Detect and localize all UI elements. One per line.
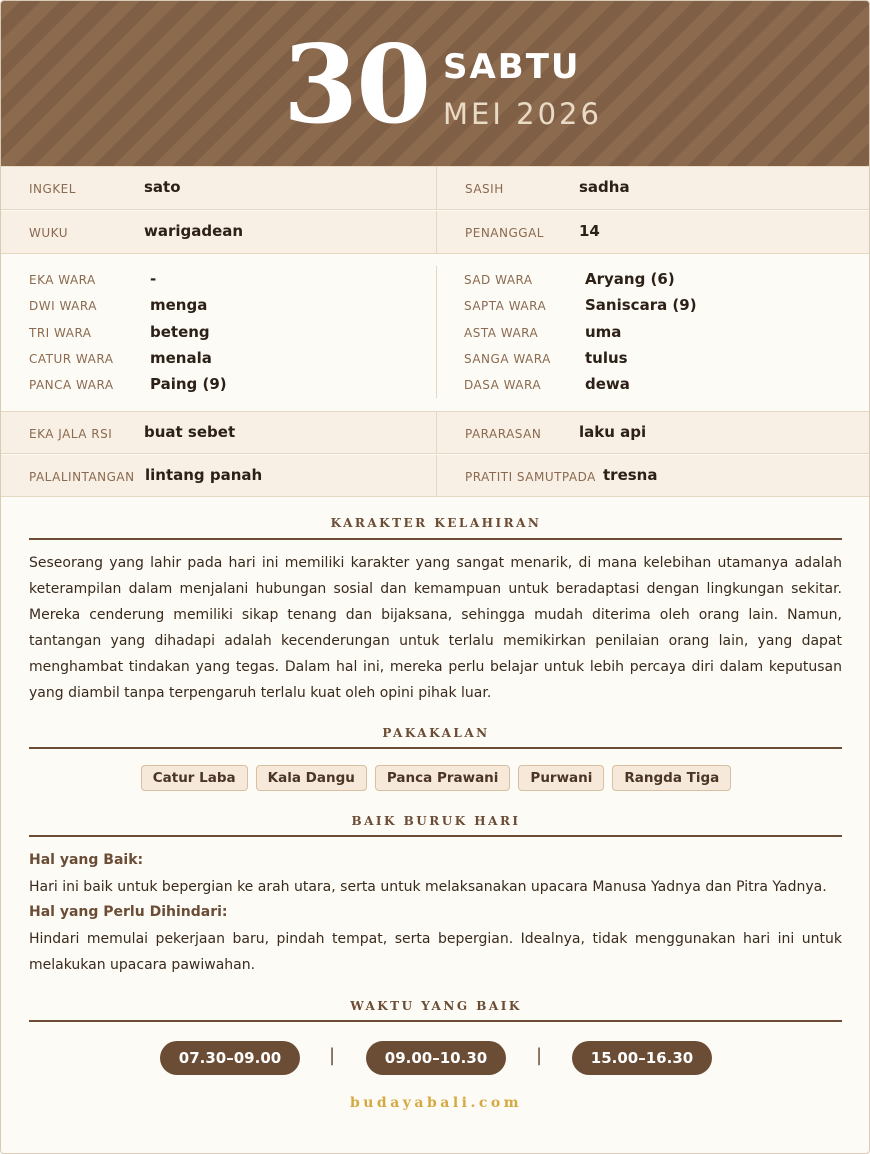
wara-row: [1, 294, 436, 320]
info-label: PENANGGAL: [465, 226, 544, 240]
info-cell-sasih: [436, 167, 870, 209]
info-value: warigadean: [144, 222, 244, 240]
wara-row: [436, 268, 870, 294]
info-cell-ingkel: [1, 167, 436, 209]
time-separator: |: [536, 1045, 543, 1066]
info-row-palalintangan-pratiti: [1, 455, 870, 497]
pakakalan-chip: Kala Dangu: [256, 765, 367, 791]
info-row-wuku-penanggal: [1, 211, 870, 254]
good-heading: Hal yang Baik:: [29, 852, 144, 868]
site-footer: budayabali.com: [349, 1095, 523, 1111]
avoid-text: Hindari memulai pekerjaan baru, pindah tempat, serta bepergian. Idealnya, tidak menggunakan hari ini untuk melakukan upacara pawiwahan.: [29, 931, 842, 973]
info-value: laku api: [579, 423, 647, 441]
info-label: PRATITI SAMUTPADA: [465, 470, 596, 484]
wara-value: dewa: [585, 375, 630, 394]
info-cell-eka-jala-rsi: [1, 412, 436, 453]
day-name: SABTU: [443, 47, 581, 87]
time-separator: |: [329, 1045, 336, 1066]
wara-row: [436, 373, 870, 399]
wara-value: menga: [150, 296, 208, 315]
info-value: sadha: [579, 178, 630, 196]
date-header: [1, 1, 870, 167]
wara-value: Aryang (6): [585, 270, 675, 288]
karakter-section-title: KARAKTER KELAHIRAN: [330, 516, 542, 530]
info-cell-pratiti-samutpada: [436, 455, 870, 496]
baik-buruk-divider: [29, 835, 842, 837]
info-value: lintang panah: [145, 466, 263, 484]
wara-label: SAPTA WARA: [464, 299, 547, 314]
karakter-text: Seseorang yang lahir pada hari ini memiliki karakter yang sangat menarik, di mana kelebihan utamanya adalah keterampilan dalam menjalani hubungan sosial dan kemampuan untuk beradaptasi dengan lingkungan sekitar. Mereka cenderung memiliki sikap tenang dan bijaksana, sehingga mudah diterima oleh orang lain. Namun, tantangan yang dihadapi adalah kecenderungan untuk terlalu memikirkan penilaian orang lain, yang dapat menghambat tindakan yang tegas. Dalam hal ini, mereka perlu belajar untuk lebih percaya diri dalam keputusan yang diambil tanpa terpengaruh terlalu kuat oleh opini pihak luar.: [29, 555, 842, 701]
wara-value: uma: [585, 322, 622, 341]
wara-value: Paing (9): [150, 375, 227, 394]
wara-column-left: [1, 268, 436, 399]
pakakalan-chip: Panca Prawani: [375, 765, 511, 791]
info-label: INGKEL: [29, 182, 76, 196]
wara-value: beteng: [150, 322, 210, 341]
good-text: Hari ini baik untuk bepergian ke arah utara, serta untuk melaksanakan upacara Manusa Yadnya dan Pitra Yadnya.: [29, 879, 827, 895]
wara-row: [436, 321, 870, 347]
wara-column-right: [436, 268, 870, 399]
pakakalan-list: [1, 765, 870, 791]
info-cell-wuku: [1, 211, 436, 253]
info-value: 14: [579, 222, 600, 240]
info-cell-pararasan: [436, 412, 870, 453]
wara-value: -: [150, 270, 157, 288]
baik-buruk-section-title: BAIK BURUK HARI: [351, 814, 521, 828]
info-label: EKA JALA RSI: [29, 427, 113, 441]
info-value: buat sebet: [144, 423, 236, 441]
wara-label: TRI WARA: [29, 325, 92, 340]
info-cell-palalintangan: [1, 455, 436, 496]
wara-label: SAD WARA: [464, 273, 533, 287]
day-number: 30: [283, 22, 430, 148]
good-times: [1, 1041, 870, 1075]
wara-row: [1, 373, 436, 399]
wara-label: ASTA WARA: [464, 325, 539, 340]
wara-row: [1, 347, 436, 373]
wara-label: SANGA WARA: [464, 351, 551, 366]
wara-label: DWI WARA: [29, 299, 97, 314]
wara-row: [1, 321, 436, 347]
info-cell-penanggal: [436, 211, 870, 253]
wara-value: menala: [150, 348, 212, 367]
pakakalan-divider: [29, 747, 842, 749]
info-label: WUKU: [29, 226, 68, 240]
wara-table: [1, 254, 870, 412]
karakter-divider: [29, 538, 842, 540]
wara-label: CATUR WARA: [29, 351, 114, 366]
info-label: SASIH: [465, 182, 504, 196]
info-row-ingkel-sasih: [1, 167, 870, 210]
time-pill: 15.00–16.30: [572, 1041, 712, 1075]
wara-label: PANCA WARA: [29, 378, 114, 393]
time-pill: 09.00–10.30: [366, 1041, 506, 1075]
month-year: MEI 2026: [443, 97, 602, 131]
info-value: sato: [144, 178, 181, 196]
pakakalan-section-title: PAKAKALAN: [382, 726, 490, 740]
wara-label: EKA WARA: [29, 273, 96, 287]
info-label: PARARASAN: [465, 427, 542, 441]
wara-row: [1, 268, 436, 294]
waktu-divider: [29, 1020, 842, 1022]
wara-row: [436, 294, 870, 320]
pakakalan-chip: Purwani: [518, 765, 604, 791]
pakakalan-chip: Rangda Tiga: [612, 765, 731, 791]
wara-label: DASA WARA: [464, 378, 542, 393]
wara-value: tulus: [585, 348, 628, 367]
info-label: PALALINTANGAN: [29, 470, 135, 484]
avoid-heading: Hal yang Perlu Dihindari:: [29, 904, 228, 920]
waktu-section-title: WAKTU YANG BAIK: [350, 999, 522, 1013]
time-pill: 07.30–09.00: [160, 1041, 300, 1075]
pakakalan-chip: Catur Laba: [141, 765, 248, 791]
wara-row: [436, 347, 870, 373]
info-value: tresna: [603, 466, 658, 484]
wara-value: Saniscara (9): [585, 296, 697, 315]
info-row-jala-rsi-pararasan: [1, 412, 870, 454]
